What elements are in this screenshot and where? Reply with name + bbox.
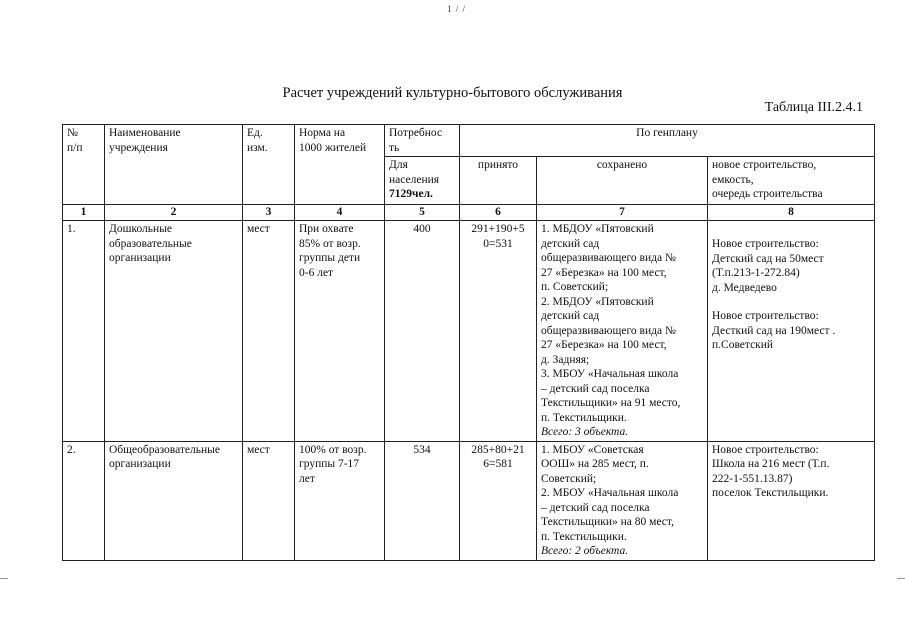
header-preserved: сохранено [537,157,708,205]
header-new-construction: новое строительство, емкость, очередь строительства [708,157,875,205]
row-norm: При охвате 85% от возр. группы дети 0-6 лет [295,221,385,442]
header-need: Потребнос ть [385,125,460,157]
row-num: 2. [63,441,105,560]
header-num: № п/п [63,125,105,205]
column-number: 7 [537,205,708,221]
header-by-plan: По генплану [460,125,875,157]
header-norm: Норма на 1000 жителей [295,125,385,205]
row-num: 1. [63,221,105,442]
row-new-construction: Новое строительство: Школа на 216 мест (Т.п. 222-1-551.13.87) поселок Текстильщики. [708,441,875,560]
row-unit: мест [243,441,295,560]
table-row [63,221,875,442]
preserved-total: Всего: 3 объекта. [541,426,629,438]
header-for-population: Для населения 7129чел. [385,157,460,205]
header-unit: Ед. изм. [243,125,295,205]
row-accepted: 291+190+5 0=531 [460,221,537,442]
column-number: 6 [460,205,537,221]
page-mark: 1 / / [447,4,467,14]
header-name: Наименование учреждения [105,125,243,205]
row-preserved: 1. МБОУ «Советская ООШ» на 285 мест, п. Советский; 2. МБОУ «Начальная школа – детский сад поселка Текстильщики» на 80 мест, п. Текстильщики. Всего: 2 объекта. [537,441,708,560]
scan-margin-mark [897,578,905,579]
table-caption: Таблица III.2.4.1 [764,100,863,115]
column-number: 5 [385,205,460,221]
header-row-1 [63,125,875,157]
column-numbers-row [63,205,875,221]
column-number: 8 [708,205,875,221]
row-new-construction: Новое строительство: Детский сад на 50мест (Т.п.213-1-272.84) д. Медведево Новое строительство: Десткий сад на 190мест . п.Советский [708,221,875,442]
row-name: Общеобразовательные организации [105,441,243,560]
row-unit: мест [243,221,295,442]
row-name: Дошкольные образовательные организации [105,221,243,442]
row-preserved: 1. МБДОУ «Пятовский детский сад общеразвивающего вида № 27 «Березка» на 100 мест, п. Советский; 2. МБДОУ «Пятовский детский сад общеразвивающего вида № 27 «Березка» на 100 мест, д. Задняя; 3. МБОУ «Начальная школа – детский сад поселка Текстильщики» на 91 место, п. Текстильщики. Всего: 3 объекта. [537,221,708,442]
population-value: 7129чел. [389,188,433,200]
scan-margin-mark [0,578,8,579]
facilities-table [62,124,875,561]
row-accepted: 285+80+21 6=581 [460,441,537,560]
column-number: 4 [295,205,385,221]
column-number: 3 [243,205,295,221]
row-need: 400 [385,221,460,442]
column-number: 1 [63,205,105,221]
document-title: Расчет учреждений культурно-бытового обслуживания [282,85,623,101]
preserved-total: Всего: 2 объекта. [541,545,629,557]
header-accepted: принято [460,157,537,205]
table-row [63,441,875,560]
row-need: 534 [385,441,460,560]
column-number: 2 [105,205,243,221]
row-norm: 100% от возр. группы 7-17 лет [295,441,385,560]
